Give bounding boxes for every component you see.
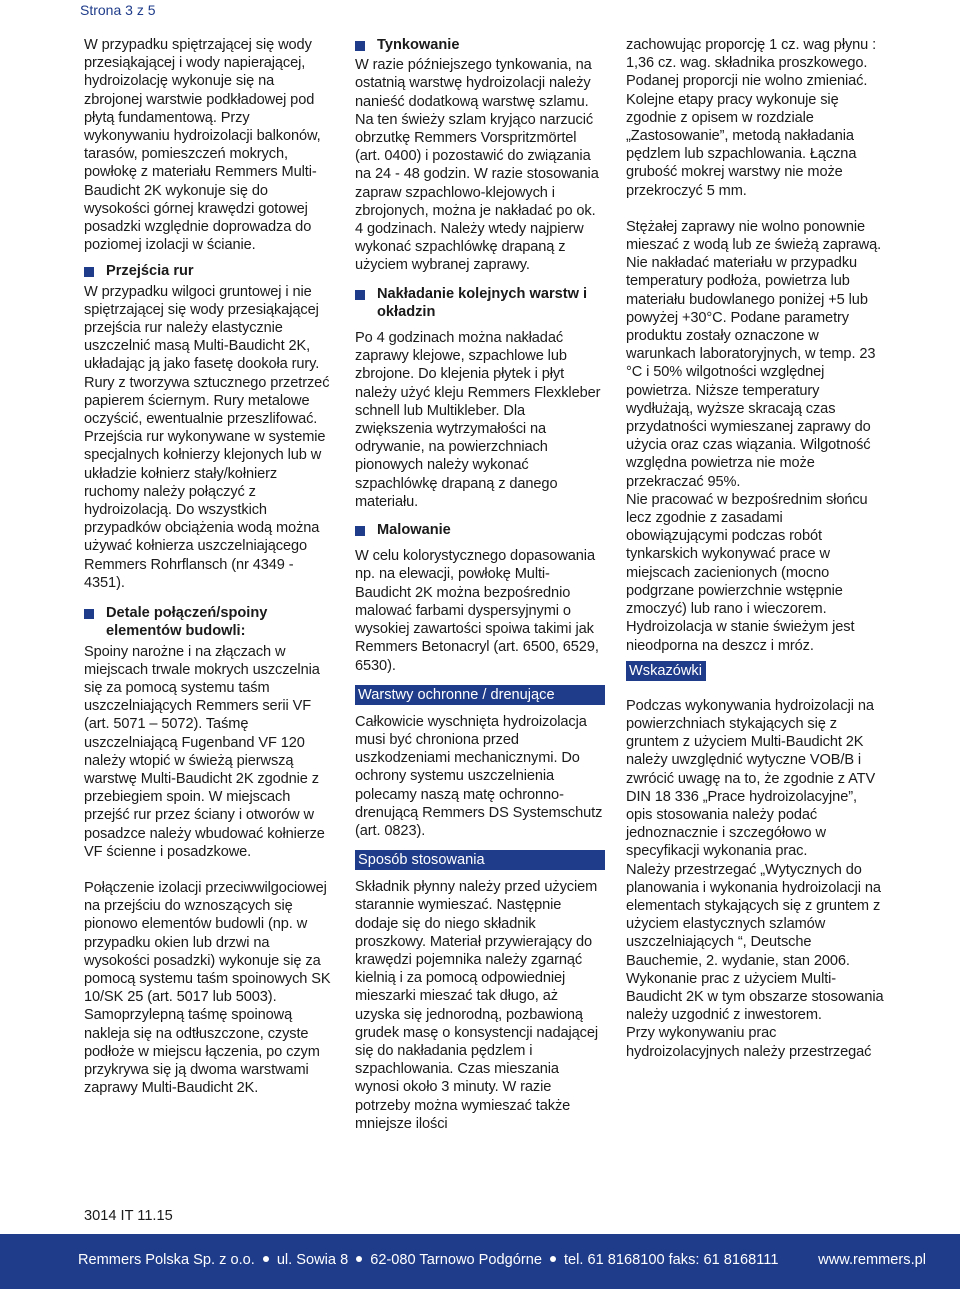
page-number: Strona 3 z 5 (80, 2, 156, 18)
section-heading-joints (84, 604, 336, 640)
method-paragraph: Składnik płynny należy przed użyciem starannie wymieszać. Następnie dodaje się do niego składnik proszkowy. Materiał przywierający do krawędzi pojemnika należy zgarnąć kielnią i za pomocą odpowiedniej mieszarki mieszać tak długo, aż uzyska się jednorodną, pozbawioną grudek masę o konsystencji nadającej się do nakładania pędzlem i szpachlowania. Czas mieszania wynosi około 3 minuty. W razie potrzeby można wymieszać także mniejsze ilości (355, 879, 599, 1132)
section-title: Przejścia rur (106, 263, 194, 280)
curing-paragraph: Stężałej zaprawy nie wolno ponownie mieszać z wodą lub ze świeżą zaprawą. Nie nakładać materiału w przypadku temperatury podłoża, powietrza lub materiału budowlanego poniżej +5 lub powyżej +30°C. Podane parametry produktu zostały oznaczone w warunkach laboratoryjnych, w temp. 23 °C i 50% wilgotności względnej powietrza. Niższe temperatury wydłużają, wyższe skracają czas przydatności wymieszanej zaprawy do użycia oraz czas wiązania. Wilgotność względna powietrza nie może przekraczać 95%. (626, 218, 882, 490)
bullet-square-icon (84, 267, 94, 277)
pipes-paragraph: W przypadku wilgoci gruntowej i nie spiętrzającej się wody przesiąkającej przejścia rur należy elastycznie uszczelnić masą Multi-Baudicht 2K, układając ją jako fasetę dookoła rury. Rury z tworzywa sztucznego przetrzeć papierem ściernym. Rury metalowe oczyścić, ewentualnie przeszlifować. Przejścia rur wykonywane w systemie specjalnych kołnierzy klejonych lub w układzie kołnierz stały/kołnierz ruchomy należy połączyć z hydroizolacją. Do wszystkich przypadków obciążenia wodą można używać kołnierza uszczelniającego Remmers Rohrflansch (nr 4349 - 4351). (84, 283, 330, 591)
section-heading-tiles (355, 285, 605, 321)
bullet-square-icon (355, 41, 365, 51)
footer-bar (0, 1234, 960, 1289)
bullet-dot-icon (263, 1256, 269, 1262)
counter-paragraph: Połączenie izolacji przeciwwilgociowej na przejściu do wznoszących się pionowo elementów budowli (np. w przypadku okien lub drzwi na wysokości posadzki) wykonuje się za pomocą systemu taśm spoinowych SK 10/SK 25 (art. 5017 lub 5003). Samoprzylepną taśmę spoinową nakleja się na odtłuszczone, czyste podłoże w miejscu łączenia, po czym przykrywa się ją dwoma warstwami zaprawy Multi-Baudicht 2K. (84, 879, 331, 1097)
bullet-square-icon (355, 290, 365, 300)
column-left (84, 36, 336, 1097)
continuation-paragraph: zachowując proporcję 1 cz. wag płynu : 1,36 cz. wag. składnika proszkowego. Podanej proporcji nie wolno zmieniać. Kolejne etapy pracy wykonuje się zgodnie z opisem w rozdziale „Zastosowanie”, metodą nakładania pędzlem lub szpachlowania. Łączna grubość mokrej warstwy nie może przekroczyć 5 mm. (626, 37, 877, 199)
footer-company: Remmers Polska Sp. z o.o. (78, 1252, 255, 1268)
footer-address (78, 1252, 778, 1268)
sun-paragraph: Nie pracować w bezpośrednim słońcu lecz zgodnie z zasadami obowiązującymi podczas robót tynkarskich wykonywać prace w miejscach zacienionych (mocno podgrzane powierzchnie wstępnie zmoczyć) lub rano i wieczorem. Hydroizolacja w stanie świeżym jest nieodporna na deszcz i mróz. (626, 491, 868, 654)
intro-paragraph: W przypadku spiętrzającej się wody przesiąkającej i wody napierającej, hydroizolację wykonuje się na zbrojonej warstwie podkładowej pod płytą fundamentową. Przy wykonywaniu hydroizolacji balkonów, tarasów, pomieszczeń mokrych, powłokę z materiału Remmers Multi-Baudicht 2K wykonuje się do wysokości górnej krawędzi gotowej posadzki względnie doprowadza do poziomej izolacji w ścianie. (84, 37, 321, 254)
section-title: Tynkowanie (377, 37, 460, 53)
section-heading-plaster (355, 36, 605, 54)
column-right (626, 36, 884, 1061)
section-title: Malowanie (377, 522, 451, 539)
footer-city: 62-080 Tarnowo Podgórne (370, 1252, 542, 1268)
section-heading-pipes (84, 262, 336, 280)
bullet-square-icon (84, 609, 94, 619)
hints-paragraph-4: Przy wykonywaniu prac hydroizolacyjnych należy przestrzegać (626, 1025, 872, 1060)
footer-street: ul. Sowia 8 (276, 1252, 349, 1268)
joints-paragraph: Spoiny narożne i na złączach w miejscach trwale mokrych uszczelnia się za pomocą systemu taśm uszczelniających Remmers serii VF (art. 5071 – 5072). Taśmę uszczelniającą Fugenband VF 120 należy wtopić w świeżą pierwszą warstwę Multi-Baudicht 2K zgodnie z przebiegiem spoin. W miejscach przejść rur przez ściany i otworów w posadzce należy wbudować kołnierze VF ścienne i posadzkowe. (84, 643, 325, 860)
plaster-paragraph: W razie późniejszego tynkowania, na ostatnią warstwę hydroizolacji należy nanieść dodatkową warstwę szlamu. Na ten świeży szlam kryjąco narzucić obrzutkę Remmers Vorspritzmörtel (art. 0400) i pozostawić do związania na 24 - 48 godzin. W razie stosowania zapraw szpachlowo-klejowych i zbrojonych, można je nakładać po ok. 4 godzinach. Należy wtedy najpierw wykonać szpachlówkę drapaną z użyciem wybranej zaprawy. (355, 57, 599, 274)
hints-paragraph-3: Wykonanie prac z użyciem Multi-Baudicht 2K w tym obszarze stosowania należy uzgodnić z inwestorem. (626, 970, 884, 1024)
bullet-dot-icon (550, 1256, 556, 1262)
section-band-hints: Wskazówki (626, 661, 706, 681)
hints-paragraph-2: Należy przestrzegać „Wytycznych do planowania i wykonania hydroizolacji na elementach stykających się z gruntem z użyciem elastycznych szlamów uszczelniających “, Deutsche Bauchemie, 2. wydanie, stan 2006. (626, 861, 881, 969)
section-band-protective-layers: Warstwy ochronne / drenujące (355, 685, 605, 705)
section-title: Detale połączeń/spoiny elementów budowli: (106, 605, 268, 640)
section-title: Nakładanie kolejnych warstw i okładzin (377, 285, 588, 320)
footer-phone: tel. 61 8168100 faks: 61 8168111 (563, 1252, 779, 1268)
bullet-square-icon (355, 526, 365, 536)
paint-paragraph: W celu kolorystycznego dopasowania np. na elewacji, powłokę Multi-Baudicht 2K można bezpośrednio malować farbami dyspersyjnymi o wysokiej zawartości spoiwa takimi jak Remmers Betonacryl (art. 6500, 6529, 6530). (355, 548, 599, 674)
document-code: 3014 IT 11.15 (84, 1208, 173, 1224)
column-middle (355, 36, 605, 1133)
hints-paragraph-1: Podczas wykonywania hydroizolacji na powierzchniach stykających się z gruntem z użyciem Multi-Baudicht 2K należy uwzględnić wytyczne VOB/B i zwrócić uwagę na to, że zgodnie z ATV DIN 18 336 „Prace hydroizolacyjne”, opis stosowania należy podać jednoznacznie i szczegółowo w specyfikacji wykonania prac. (626, 697, 876, 860)
tiles-paragraph: Po 4 godzinach można nakładać zaprawy klejowe, szpachlowe lub zbrojone. Do klejenia płytek i płyt należy użyć kleju Remmers Flexkleber schnell lub Multikleber. Dla zwiększenia wytrzymałości na odrywanie, na powierzchniach pionowych należy wykonać szpachlówkę drapaną z danego materiału. (355, 330, 601, 510)
protect-paragraph: Całkowicie wyschnięta hydroizolacja musi być chroniona przed uszkodzeniami mechanicznymi. Do ochrony systemu uszczelnienia polecamy naszą matę ochronno-drenującą Remmers DS Systemschutz (art. 0823). (355, 713, 603, 839)
footer-website-link[interactable]: www.remmers.pl (818, 1252, 926, 1268)
section-band-application: Sposób stosowania (355, 850, 605, 870)
bullet-dot-icon (356, 1256, 362, 1262)
section-heading-paint (355, 521, 605, 539)
